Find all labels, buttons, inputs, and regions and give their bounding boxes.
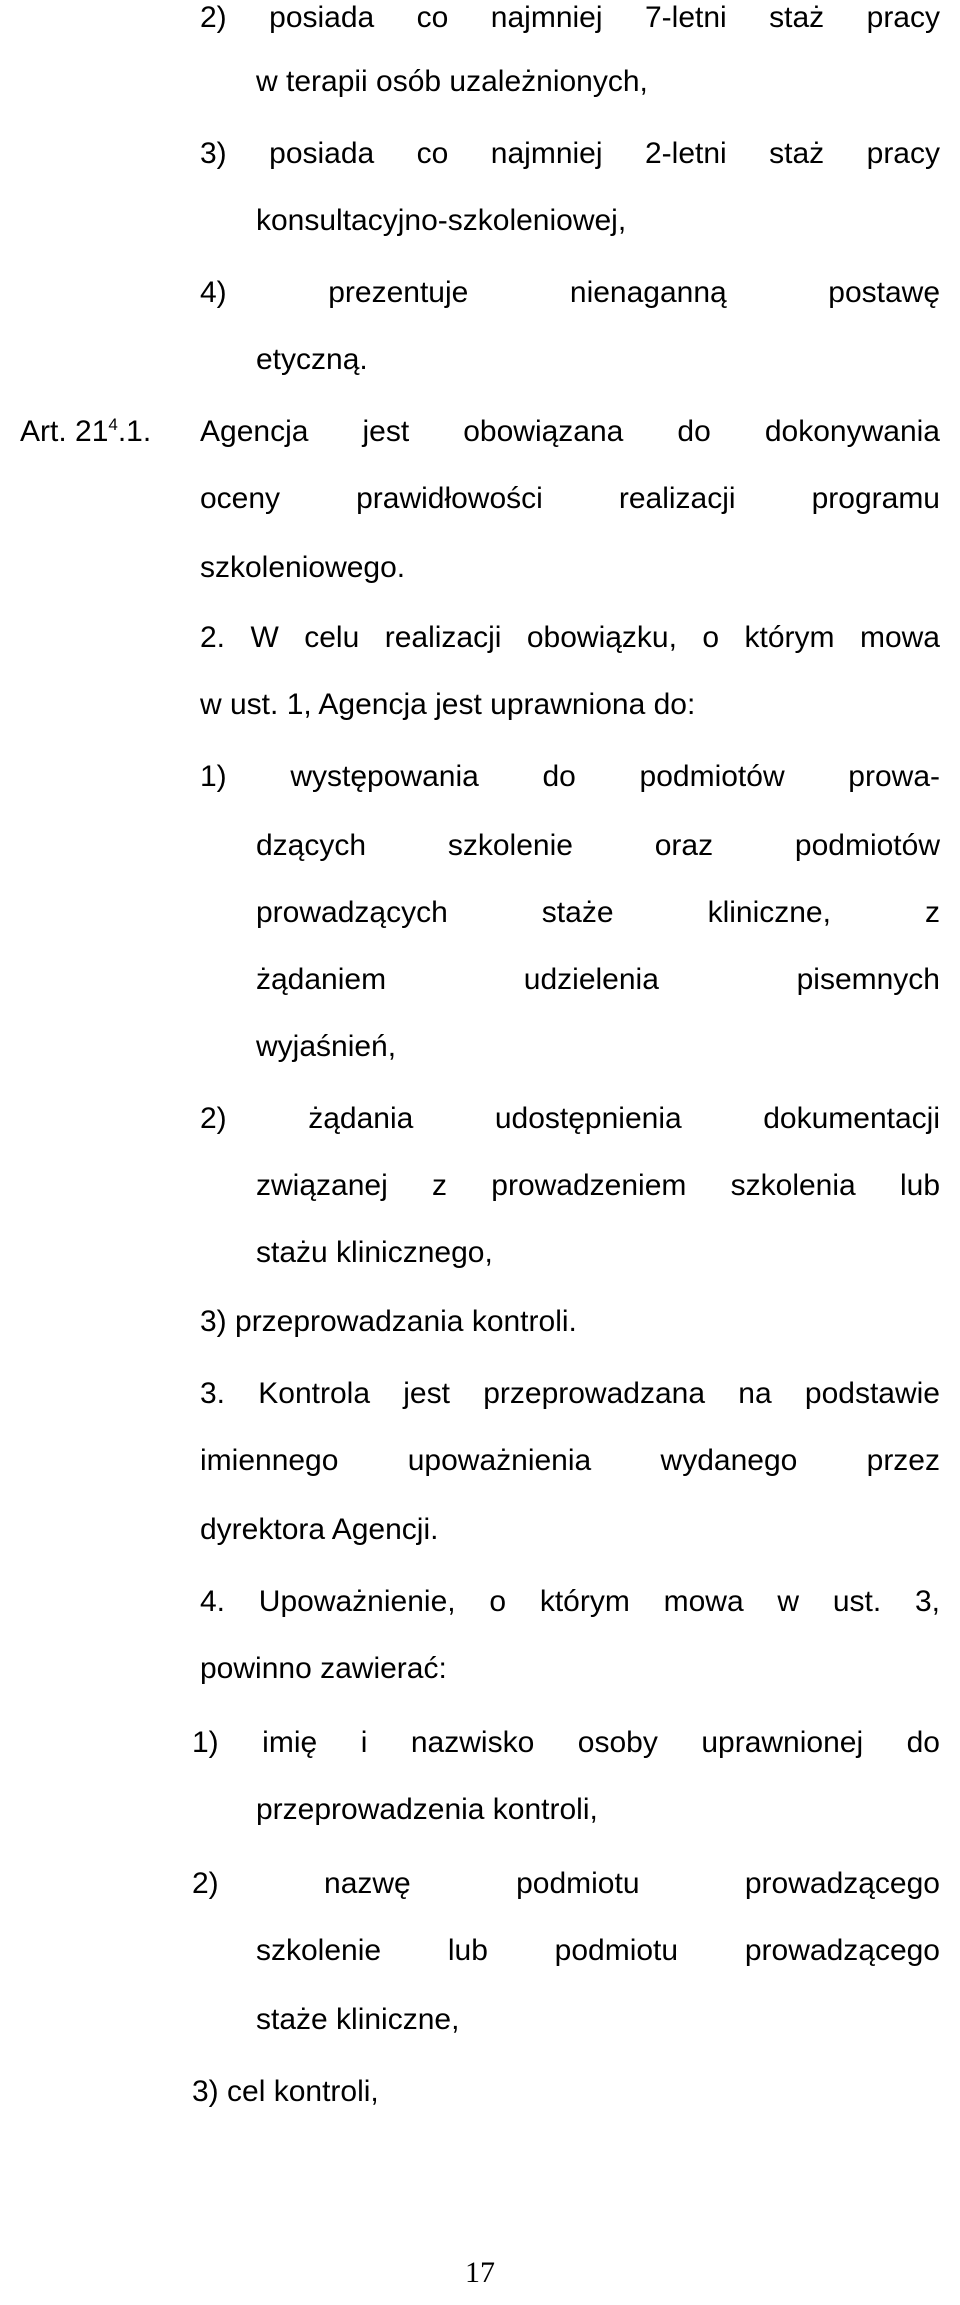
text-line: etyczną. <box>256 343 368 376</box>
text-line: szkoleniowego. <box>200 551 406 584</box>
text-line: staże kliniczne, <box>256 2003 460 2036</box>
text-line: 3. Kontrola jest przeprowadzana na podstawie <box>200 1377 940 1410</box>
text-line: w ust. 1, Agencja jest uprawniona do: <box>200 688 696 721</box>
text-line: prowadzących staże kliniczne, z <box>256 896 940 929</box>
text-line: Agencja jest obowiązana do dokonywania <box>200 415 940 448</box>
text-line: 4) prezentuje nienaganną postawę <box>200 276 940 309</box>
text-line: 2) żądania udostępnienia dokumentacji <box>200 1102 940 1135</box>
text-line: imiennego upoważnienia wydanego przez <box>200 1444 940 1477</box>
text-line: 3) posiada co najmniej 2-letni staż pracy <box>200 137 940 170</box>
text-line: wyjaśnień, <box>256 1030 397 1063</box>
text-line: związanej z prowadzeniem szkolenia lub <box>256 1169 940 1202</box>
text-line: w terapii osób uzależnionych, <box>256 65 648 98</box>
text-line: żądaniem udzielenia pisemnych <box>256 963 940 996</box>
article-heading: Art. $21^4.1$. <box>20 415 152 448</box>
text-line: powinno zawierać: <box>200 1652 447 1685</box>
text-line: dzących szkolenie oraz podmiotów <box>256 829 940 862</box>
text-line: przeprowadzenia kontroli, <box>256 1793 598 1826</box>
text-line: dyrektora Agencji. <box>200 1513 439 1546</box>
text-line: 3) cel kontroli, <box>192 2075 379 2108</box>
page-number: 17 <box>465 2256 495 2289</box>
text-line: 4. Upoważnienie, o którym mowa w ust. 3, <box>200 1585 940 1618</box>
text-line: 2) nazwę podmiotu prowadzącego <box>192 1867 940 1900</box>
text-line: 2. W celu realizacji obowiązku, o którym mowa <box>200 621 940 654</box>
text-line: 1) imię i nazwisko osoby uprawnionej do <box>192 1726 940 1759</box>
text-line: szkolenie lub podmiotu prowadzącego <box>256 1934 940 1967</box>
text-line: konsultacyjno-szkoleniowej, <box>256 204 627 237</box>
text-line: 1) występowania do podmiotów prowa- <box>200 760 940 793</box>
text-line: 2) posiada co najmniej 7-letni staż pracy <box>200 1 940 34</box>
text-line: stażu klinicznego, <box>256 1236 493 1269</box>
text-line: 3) przeprowadzania kontroli. <box>200 1305 577 1338</box>
text-line: oceny prawidłowości realizacji programu <box>200 482 940 515</box>
